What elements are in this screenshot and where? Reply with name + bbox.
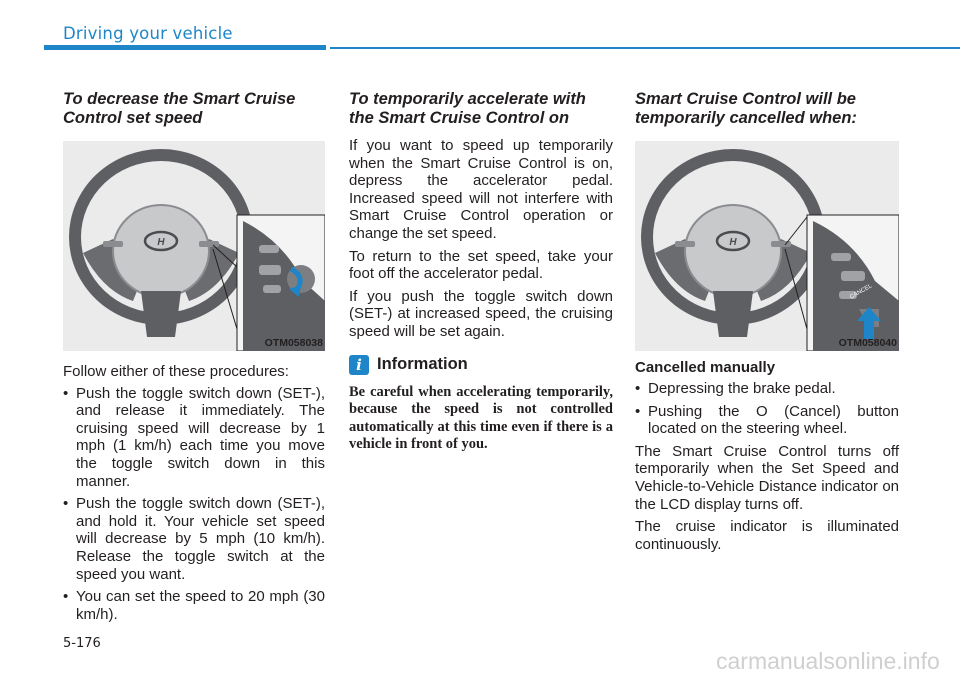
heading-decrease-speed: To decrease the Smart Cruise Control set speed	[63, 90, 296, 127]
subheading-cancelled-manually: Cancelled manually	[635, 359, 776, 376]
cancel-button-label: CANCEL	[849, 283, 874, 301]
list-item: • Depressing the brake pedal.	[635, 380, 836, 397]
information-text: Be careful when accelerating temporarily, because the speed is not controlled automatically at this time even if there is a vehicle in front of you.	[349, 383, 613, 453]
figure-code: OTM058038	[264, 337, 323, 349]
list-item: • Push the toggle switch down (SET-), and hold it. Your vehicle set speed will decrease by 5 mph (10 km/h). Release the toggle switch at the speed you want.	[63, 495, 325, 583]
header-rule-thick	[44, 45, 326, 50]
info-icon: i	[349, 355, 369, 375]
column-accelerate	[349, 90, 613, 454]
steering-wheel-cancel-illustration	[635, 141, 899, 351]
intro-text: Follow either of these procedures:	[63, 363, 289, 380]
figure-steering-wheel-set	[63, 141, 325, 351]
figure-steering-wheel-cancel	[635, 141, 899, 351]
page-number: 5-176	[63, 636, 101, 651]
column-decrease-speed	[63, 90, 325, 623]
list-item: • Pushing the O (Cancel) button located on the steering wheel.	[635, 402, 899, 438]
steering-wheel-illustration	[63, 141, 325, 351]
paragraph: If you push the toggle switch down (SET-) at increased speed, the cruising speed will be set again.	[349, 287, 613, 340]
column-cancel	[635, 90, 899, 553]
paragraph: If you want to speed up temporarily when the Smart Cruise Control is on, depress the accelerator pedal. Increased speed will not interfere with Smart Cruise Control operation or change the set speed.	[349, 137, 613, 242]
decrease-bullets	[63, 385, 325, 624]
svg-text:H: H	[729, 237, 737, 248]
list-item: • Push the toggle switch down (SET-), and release it immediately. The cruising speed will decrease by 1 mph (1 km/h) each time you move the toggle switch down in this manner.	[63, 384, 325, 490]
section-title: Driving your vehicle	[63, 24, 233, 43]
svg-text:H: H	[157, 237, 165, 248]
watermark: carmanualsonline.info	[716, 648, 940, 674]
cancel-bullets	[635, 380, 899, 438]
paragraph: The Smart Cruise Control turns off temporarily when the Set Speed and Vehicle-to-Vehicle Distance indicator on the LCD display turns off.	[635, 442, 899, 513]
paragraph: The cruise indicator is illuminated continuously.	[635, 518, 899, 553]
information-box	[349, 355, 613, 454]
paragraph: To return to the set speed, take your foot off the accelerator pedal.	[349, 247, 613, 283]
heading-cancel: Smart Cruise Control will be temporarily cancelled when:	[635, 90, 857, 127]
figure-code: OTM058040	[838, 337, 897, 349]
heading-accelerate: To temporarily accelerate with the Smart Cruise Control on	[349, 90, 586, 127]
list-item: • You can set the speed to 20 mph (30 km/h).	[63, 588, 325, 623]
header-rule-thin	[330, 47, 960, 49]
information-header	[349, 355, 613, 375]
information-title: Information	[377, 355, 468, 374]
